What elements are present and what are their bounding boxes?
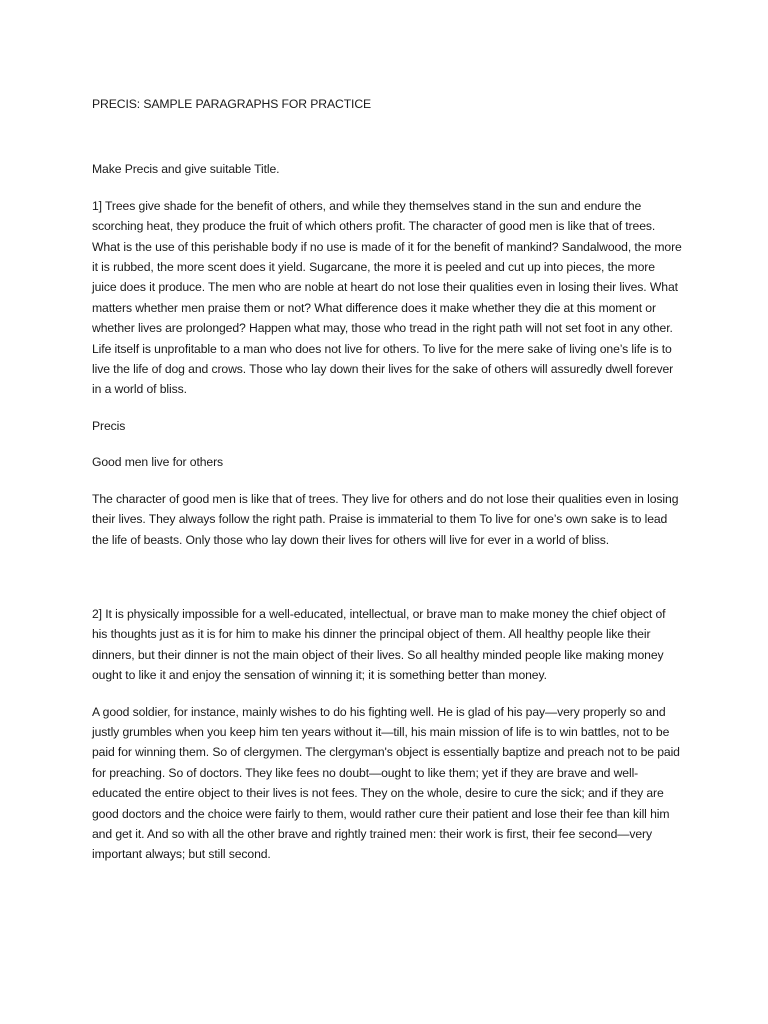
passage-1: 1] Trees give shade for the benefit of others, and while they themselves stand in the sun and endure the scorching heat, they produce the fruit of which others profit. The character of good men is like that of trees. What is the use of this perishable body if no use is made of it for the benefit of mankind? Sandalwood, the more it is rubbed, the more scent does it yield. Sugarcane, the more it is peeled and cut up into pieces, the more juice does it produce. The men who are noble at heart do not lose their qualities even in losing their lives. What matters whether men praise them or not? What difference does it make whether they die at this moment or whether lives are prolonged? Happen what may, those who tread in the right path will not set foot in any other. Life itself is unprofitable to a man who does not live for others. To live for the mere sake of living one’s life is to live the life of dog and crows. Those who lay down their lives for the sake of others will assuredly dwell forever in a world of bliss. [92,198,682,397]
document-title: PRECIS: SAMPLE PARAGRAPHS FOR PRACTICE [92,97,372,111]
precis-title: Good men live for others [92,455,224,470]
passage-2-paragraph-1: 2] It is physically impossible for a well-educated, intellectual, or brave man to make money the chief object of his thoughts just as it is for him to make his dinner the principal object of them. All healthy people like their dinners, but their dinner is not the main object of their lives. So all healthy minded people like making money ought to like it and enjoy the sensation of winning it; it is something better than money. [92,606,666,683]
document-page [92,94,682,881]
precis-text: The character of good men is like that of trees. They live for others and do not lose their qualities even in losing their lives. They always follow the right path. Praise is immaterial to them To live for one’s own sake is to lead the life of beasts. Only those who lay down their lives for others will live for ever in a world of bliss. [92,491,679,547]
instruction-text: Make Precis and give suitable Title. [92,162,280,177]
passage-2-paragraph-2: A good soldier, for instance, mainly wishes to do his fighting well. He is glad of his pay—very properly so and justly grumbles when you keep him ten years without it—till, his main mission of life is to win battles, not to be paid for winning them. So of clergymen. The clergyman's object is essentially baptize and preach not to be paid for preaching. So of doctors. They like fees no doubt—ought to like them; yet if they are brave and well-educated the entire object to their lives is not fees. They on the whole, desire to cure the sick; and if they are good doctors and the choice were fairly to them, would rather cure their patient and lose their fee than kill him and get it. And so with all the other brave and rightly trained men: their work is first, their fee second—very important always; but still second. [92,704,680,862]
precis-label: Precis [92,418,126,433]
